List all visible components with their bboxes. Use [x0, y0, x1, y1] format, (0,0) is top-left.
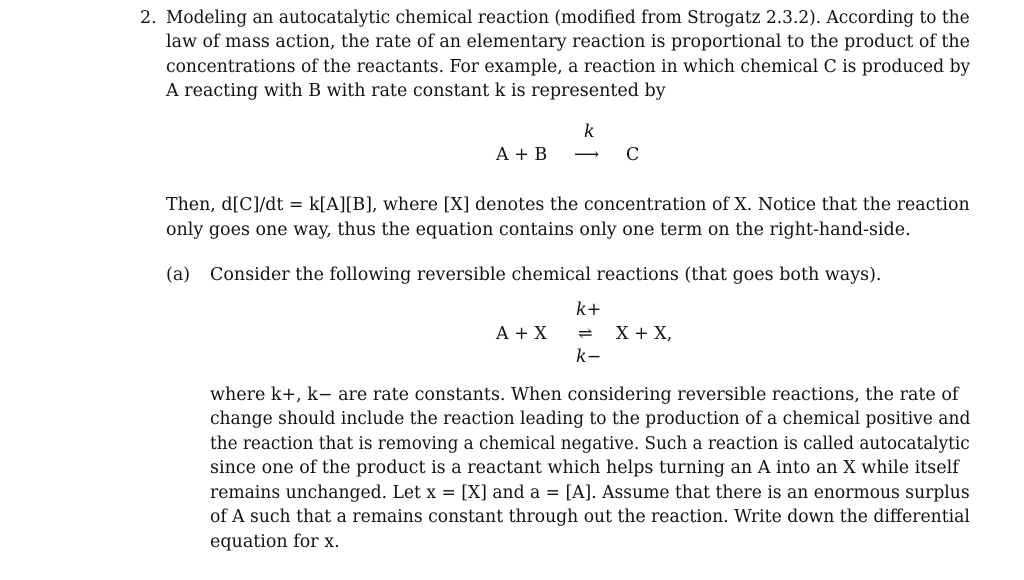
forward-arrow: ⟶ — [574, 145, 600, 165]
intro-line-4: A reacting with B with rate constant k is represented by — [166, 81, 666, 101]
body-line-1: where k+, k− are rate constants. When considering reversible reactions, the rate of — [210, 385, 959, 405]
part-a-prompt: Consider the following reversible chemical reactions (that goes both ways). — [210, 265, 882, 285]
body-line-5: remains unchanged. Let x = [X] and a = [A]. Assume that there is an enormous surplus — [210, 483, 970, 503]
products-x-x: X + X, — [616, 324, 673, 344]
reactants-a-b: A + B — [496, 145, 548, 165]
body-line-6: of A such that a remains constant through out the reaction. Write down the differential — [210, 507, 970, 527]
product-c: C — [626, 145, 640, 165]
rate-constant-forward: k+ — [576, 300, 602, 320]
rate-constant-backward: k− — [576, 347, 602, 367]
intro-line-2: law of mass action, the rate of an elementary reaction is proportional to the product of the — [166, 32, 971, 52]
then-line-2: only goes one way, thus the equation contains only one term on the right-hand-side. — [166, 220, 911, 240]
equilibrium-arrow: ⇌ — [578, 324, 593, 344]
reactants-a-x: A + X — [496, 324, 547, 344]
body-line-2: change should include the reaction leading to the production of a chemical positive and — [210, 409, 971, 429]
problem-number: 2. — [140, 8, 157, 28]
then-line-1: Then, d[C]/dt = k[A][B], where [X] denotes the concentration of X. Notice that the reaction — [166, 195, 970, 215]
intro-line-1: Modeling an autocatalytic chemical reaction (modified from Strogatz 2.3.2). According to the — [166, 8, 970, 28]
body-line-4: since one of the product is a reactant which helps turning an A into an X while itself — [210, 458, 959, 478]
body-line-3: the reaction that is removing a chemical negative. Such a reaction is called autocatalytic — [210, 434, 970, 454]
rate-constant-k: k — [584, 122, 595, 142]
part-a-label: (a) — [166, 265, 191, 285]
body-line-7: equation for x. — [210, 532, 340, 552]
intro-line-3: concentrations of the reactants. For example, a reaction in which chemical C is produced by — [166, 57, 971, 77]
